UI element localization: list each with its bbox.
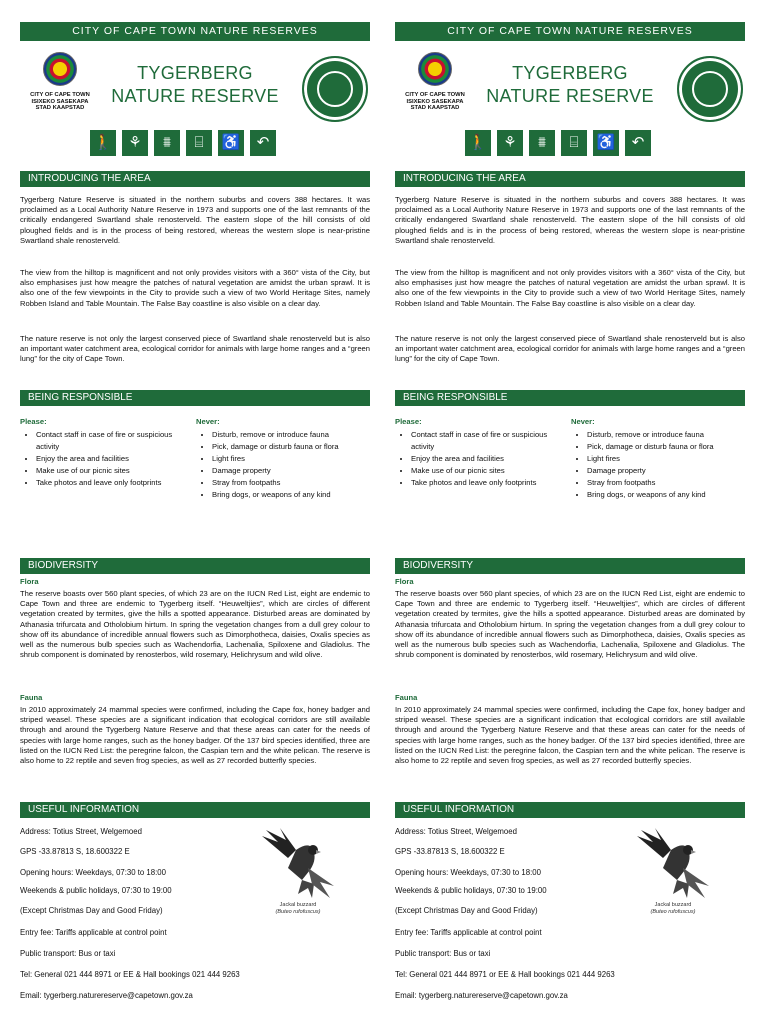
city-seal-icon xyxy=(418,52,452,86)
never-label: Never: xyxy=(571,417,595,426)
page-title: TYGERBERG NATURE RESERVE xyxy=(486,63,654,106)
opening-hours: Opening hours: Weekdays, 07:30 to 18:00 xyxy=(20,868,166,877)
section-heading: BIODIVERSITY xyxy=(395,558,745,574)
gps: GPS -33.87813 S, 18.600322 E xyxy=(20,847,130,856)
city-seal-icon xyxy=(43,52,77,86)
list-item: • Bring dogs, or weapons of any kind xyxy=(212,489,392,501)
list-item: • Disturb, remove or introduce fauna xyxy=(587,429,767,441)
bird-caption: Jackal buzzard (Buteo rufofuscus) xyxy=(275,902,321,915)
fauna-paragraph: In 2010 approximately 24 mammal species were confirmed, including the Cape fox, honey badger and striped weasel. These species are a significant indication that ecological corridors are still available through and around the Tygerberg Nature Reserve and that these areas can cater for the needs of species with large home ranges, such as the honey badger. Of the 137 bird species identified, three are listed on the IUCN Red List: the peregrine falcon, the Caspian tern and the white pelican. The reserve is also home to 22 reptile and seven frog species, as well as 27 recorded butterfly species. xyxy=(395,705,745,766)
list-item: • Pick, damage or disturb fauna or flora xyxy=(212,441,392,453)
list-item: • Enjoy the area and facilities xyxy=(36,453,196,465)
nature-reserves-logo-icon xyxy=(302,56,368,122)
list-item: • Light fires xyxy=(212,453,392,465)
hours-exception: (Except Christmas Day and Good Friday) xyxy=(20,906,163,915)
public-transport: Public transport: Bus or taxi xyxy=(395,949,491,958)
list-item: • Disturb, remove or introduce fauna xyxy=(212,429,392,441)
list-item: • Pick, damage or disturb fauna or flora xyxy=(587,441,767,453)
list-item: • Light fires xyxy=(587,453,767,465)
weekend-hours: Weekends & public holidays, 07:30 to 19:00 xyxy=(20,886,172,895)
please-list xyxy=(20,429,196,489)
page-title: TYGERBERG NATURE RESERVE xyxy=(111,63,279,106)
please-label: Please: xyxy=(395,417,422,426)
list-item: • Damage property xyxy=(587,465,767,477)
list-item: • Contact staff in case of fire or suspicious activity xyxy=(411,429,571,453)
hiking-icon: 🚶 xyxy=(90,130,116,156)
activity-icons xyxy=(465,130,651,156)
flora-label: Flora xyxy=(395,577,414,586)
section-heading: BEING RESPONSIBLE xyxy=(20,390,370,406)
intro-paragraph: The nature reserve is not only the largest conserved piece of Swartland shale renosterveld but is also an important water catchment area, ecological corridor for animals with large home ranges and a “green lung” for the city of Cape Town. xyxy=(20,334,370,364)
list-item: • Make use of our picnic sites xyxy=(36,465,196,477)
nature-reserves-logo-icon xyxy=(677,56,743,122)
address: Address: Totius Street, Welgemoed xyxy=(20,827,142,836)
list-item: • Stray from footpaths xyxy=(587,477,767,489)
section-heading: BEING RESPONSIBLE xyxy=(395,390,745,406)
weekend-hours: Weekends & public holidays, 07:30 to 19:00 xyxy=(395,886,547,895)
list-item: • Contact staff in case of fire or suspicious activity xyxy=(36,429,196,453)
section-heading: INTRODUCING THE AREA xyxy=(20,171,370,187)
list-item: • Make use of our picnic sites xyxy=(411,465,571,477)
never-label: Never: xyxy=(196,417,220,426)
fauna-paragraph: In 2010 approximately 24 mammal species were confirmed, including the Cape fox, honey badger and striped weasel. These species are a significant indication that ecological corridors are still available through and around the Tygerberg Nature Reserve and that these areas can cater for the needs of species with large home ranges, such as the honey badger. Of the 137 bird species identified, three are listed on the IUCN Red List: the peregrine falcon, the Caspian tern and the white pelican. The reserve is also home to 22 reptile and seven frog species, as well as 27 recorded butterfly species. xyxy=(20,705,370,766)
education-icon: ⌸ xyxy=(561,130,587,156)
banner: CITY OF CAPE TOWN NATURE RESERVES xyxy=(20,22,370,41)
never-list xyxy=(571,429,767,501)
public-transport: Public transport: Bus or taxi xyxy=(20,949,116,958)
please-list xyxy=(395,429,571,489)
education-icon: ⌸ xyxy=(186,130,212,156)
section-heading: BIODIVERSITY xyxy=(20,558,370,574)
address: Address: Totius Street, Welgemoed xyxy=(395,827,517,836)
email[interactable]: Email: tygerberg.naturereserve@capetown.gov.za xyxy=(395,991,568,1000)
birdwatching-icon: ⚘ xyxy=(497,130,523,156)
list-item: • Take photos and leave only footprints xyxy=(36,477,196,489)
entry-fee: Entry fee: Tariffs applicable at control point xyxy=(395,928,542,937)
intro-paragraph: The nature reserve is not only the largest conserved piece of Swartland shale renosterveld but is also an important water catchment area, ecological corridor for animals with large home ranges and a “green lung” for the city of Cape Town. xyxy=(395,334,745,364)
picnic-icon: ⩩ xyxy=(529,130,555,156)
fauna-label: Fauna xyxy=(395,693,418,702)
wheelchair-icon: ♿ xyxy=(593,130,619,156)
list-item: • Stray from footpaths xyxy=(212,477,392,489)
telephone: Tel: General 021 444 8971 or EE & Hall bookings 021 444 9263 xyxy=(395,970,615,979)
section-heading: USEFUL INFORMATION xyxy=(20,802,370,818)
city-of-cape-town-logo: CITY OF CAPE TOWN ISIXEKO SASEKAPA STAD KAAPSTAD xyxy=(20,52,100,112)
flora-paragraph: The reserve boasts over 560 plant species, of which 23 are on the IUCN Red List, eight are endemic to Cape Town and three are endemic to Tygerberg itself. “Heuweltjies”, which are circles of different vegetation created by termites, give the hills a spotted appearance. Disturbed areas are dominated by Athanasia trifurcata and Otholobium hirtum. In spring the vegetation changes from a dull grey colour to show off its abundance of incredible annual flowers such as Dimorphotheca, daisies, Oxalis species as well as the numerous bulb species such as Wachendorfia, Lachenalia, Spiloxene and Gladiolus. The shrub component is dominated by renosterbos, wild rosemary, Helichrysum and wild olive. xyxy=(20,589,370,660)
city-of-cape-town-logo: CITY OF CAPE TOWN ISIXEKO SASEKAPA STAD KAAPSTAD xyxy=(395,52,475,112)
hours-exception: (Except Christmas Day and Good Friday) xyxy=(395,906,538,915)
restroom-icon: ↶ xyxy=(250,130,276,156)
flora-label: Flora xyxy=(20,577,39,586)
telephone: Tel: General 021 444 8971 or EE & Hall bookings 021 444 9263 xyxy=(20,970,240,979)
restroom-icon: ↶ xyxy=(625,130,651,156)
opening-hours: Opening hours: Weekdays, 07:30 to 18:00 xyxy=(395,868,541,877)
intro-paragraph: The view from the hilltop is magnificent and not only provides visitors with a 360° vista of the City, but also emphasises just how meagre the patches of natural vegetation are amidst the urban sprawl. It is also one of the few viewpoints in the City to provide such a view of two World Heritage Sites, namely Robben Island and Table Mountain. The False Bay coastline is also visible on a clear day. xyxy=(395,268,745,308)
intro-paragraph: The view from the hilltop is magnificent and not only provides visitors with a 360° vista of the City, but also emphasises just how meagre the patches of natural vegetation are amidst the urban sprawl. It is also one of the few viewpoints in the City to provide such a view of two World Heritage Sites, namely Robben Island and Table Mountain. The False Bay coastline is also visible on a clear day. xyxy=(20,268,370,308)
list-item: • Enjoy the area and facilities xyxy=(411,453,571,465)
fauna-label: Fauna xyxy=(20,693,43,702)
picnic-icon: ⩩ xyxy=(154,130,180,156)
intro-paragraph: Tygerberg Nature Reserve is situated in the northern suburbs and covers 388 hectares. It was proclaimed as a Local Authority Nature Reserve in 1973 and supports one of the last remnants of the critically endangered Swartland shale renosterveld. The eastern slope of the hill consists of old ploughed fields and is in the process of being restored, whereas the western slope is near-pristine Swartland shale renosterveld. xyxy=(20,195,370,245)
never-list xyxy=(196,429,392,501)
jackal-buzzard-illustration xyxy=(258,828,338,900)
section-heading: USEFUL INFORMATION xyxy=(395,802,745,818)
list-item: • Bring dogs, or weapons of any kind xyxy=(587,489,767,501)
list-item: • Damage property xyxy=(212,465,392,477)
entry-fee: Entry fee: Tariffs applicable at control point xyxy=(20,928,167,937)
jackal-buzzard-illustration xyxy=(633,828,713,900)
birdwatching-icon: ⚘ xyxy=(122,130,148,156)
bird-caption: Jackal buzzard (Buteo rufofuscus) xyxy=(650,902,696,915)
intro-paragraph: Tygerberg Nature Reserve is situated in the northern suburbs and covers 388 hectares. It was proclaimed as a Local Authority Nature Reserve in 1973 and supports one of the last remnants of the critically endangered Swartland shale renosterveld. The eastern slope of the hill consists of old ploughed fields and is in the process of being restored, whereas the western slope is near-pristine Swartland shale renosterveld. xyxy=(395,195,745,245)
gps: GPS -33.87813 S, 18.600322 E xyxy=(395,847,505,856)
flora-paragraph: The reserve boasts over 560 plant species, of which 23 are on the IUCN Red List, eight are endemic to Cape Town and three are endemic to Tygerberg itself. “Heuweltjies”, which are circles of different vegetation created by termites, give the hills a spotted appearance. Disturbed areas are dominated by Athanasia trifurcata and Otholobium hirtum. In spring the vegetation changes from a dull grey colour to show off its abundance of incredible annual flowers such as Dimorphotheca, daisies, Oxalis species as well as the numerous bulb species such as Wachendorfia, Lachenalia, Spiloxene and Gladiolus. The shrub component is dominated by renosterbos, wild rosemary, Helichrysum and wild olive. xyxy=(395,589,745,660)
activity-icons xyxy=(90,130,276,156)
wheelchair-icon: ♿ xyxy=(218,130,244,156)
section-heading: INTRODUCING THE AREA xyxy=(395,171,745,187)
please-label: Please: xyxy=(20,417,47,426)
email[interactable]: Email: tygerberg.naturereserve@capetown.gov.za xyxy=(20,991,193,1000)
banner: CITY OF CAPE TOWN NATURE RESERVES xyxy=(395,22,745,41)
list-item: • Take photos and leave only footprints xyxy=(411,477,571,489)
hiking-icon: 🚶 xyxy=(465,130,491,156)
